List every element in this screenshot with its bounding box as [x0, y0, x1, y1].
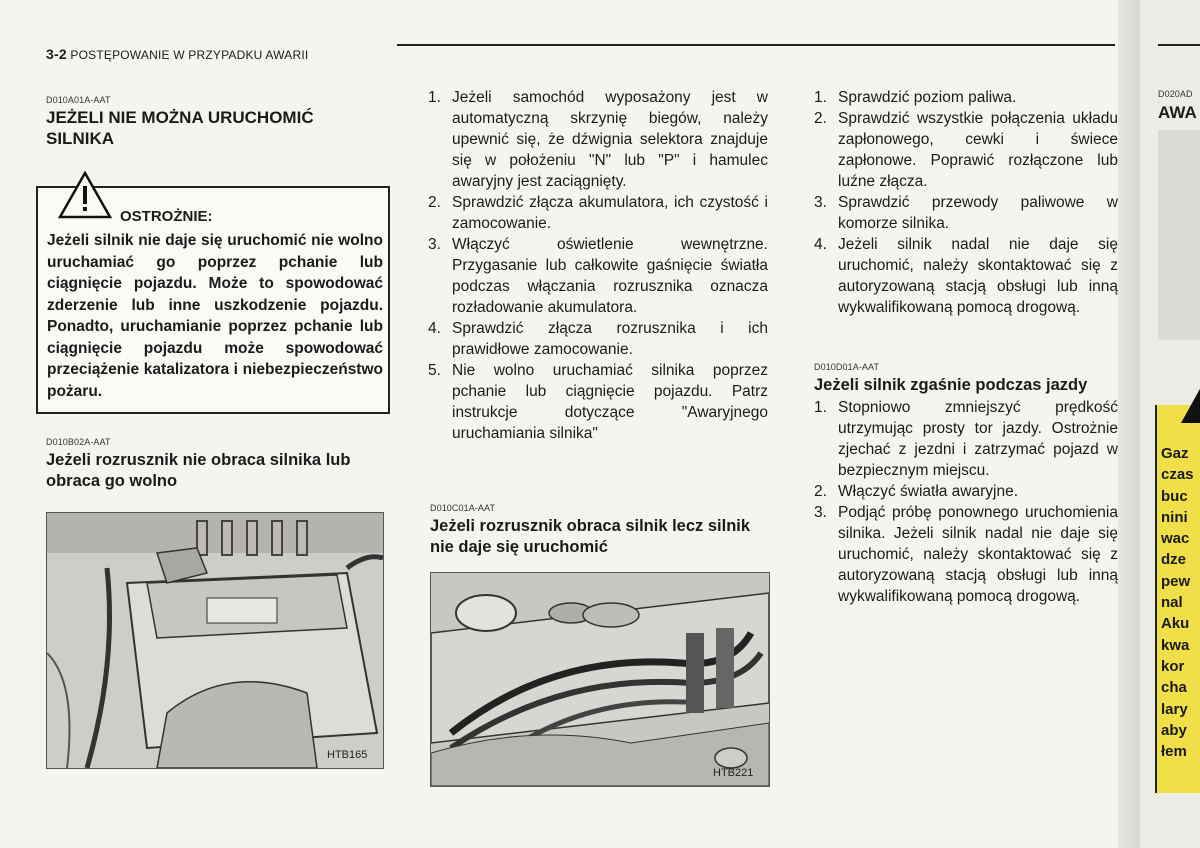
stall-section — [814, 362, 1118, 607]
list-item: 3. Włączyć oświetlenie wewnętrzne. Przygasanie lub całkowite gaśnięcie światła podczas włączania rozrusznika oznacza rozładowanie akumulatora. — [428, 236, 768, 316]
photo-caption: HTB165 — [327, 749, 368, 761]
left-column-top — [46, 95, 376, 149]
start-failure-list — [428, 87, 768, 444]
page-header — [46, 46, 308, 62]
list-item: 3. Podjąć próbę ponownego uruchomienia silnika. Jeżeli silnik nadal nie daje się uruchomić, należy skontaktować się z autoryzowaną stacją obsługi lub inną wykwalifikowaną pomocą drogową. — [814, 504, 1118, 605]
next-page-rule — [1158, 44, 1200, 46]
battery-photo — [46, 512, 384, 769]
section-code: D010A01A-AAT — [46, 95, 111, 105]
subsection-heading: Jeżeli rozrusznik obraca silnik lecz silnik nie daje się uruchomić — [430, 517, 751, 556]
engine-photo — [430, 572, 770, 787]
subsection-heading: Jeżeli rozrusznik nie obraca silnika lub obraca go wolno — [46, 451, 351, 490]
next-page-image — [1158, 130, 1200, 340]
list-item: 3. Sprawdzić przewody paliwowe w komorze silnika. — [814, 194, 1118, 232]
warning-text: Jeżeli silnik nie daje się uruchomić nie wolno uruchamiać go poprzez pchanie lub ciągnięcie pojazdu. Może to spowodować zderzenie lub inne uszkodzenie pojazdu. Ponadto, uruchamianie poprzez pchanie lub ciągnięcie pojazdu może spowodować przeciążenie katalizatora i niebezpieczeństwo pożaru. — [47, 232, 383, 400]
middle-subsection — [430, 503, 770, 558]
list-item: 2. Włączyć światła awaryjne. — [814, 483, 1019, 500]
engine-illustration — [431, 573, 769, 786]
list-item: 1. Stopniowo zmniejszyć prędkość utrzymując prosty tor jazdy. Ostrożnie zjechać z jezdni i zatrzymać pojazd w bezpiecznym miejscu. — [814, 399, 1118, 479]
next-page-code: D020AD — [1158, 89, 1193, 99]
next-page-fragments: Gaz czas buc nini wac dze pew nal Aku kwa kor cha lary aby łem — [1161, 445, 1194, 761]
middle-column — [428, 87, 768, 444]
warning-box — [36, 186, 390, 414]
next-page-edge — [1140, 0, 1200, 848]
left-column-sub — [46, 437, 376, 492]
section-heading: JEŻELI NIE MOŻNA URUCHOMIĆ SILNIKA — [46, 108, 314, 148]
warning-label: OSTROŻNIE: — [120, 208, 213, 225]
warning-triangle-icon — [58, 171, 112, 219]
section-title: POSTĘPOWANIE W PRZYPADKU AWARII — [70, 48, 309, 62]
list-item: 1. Jeżeli samochód wyposażony jest w automatyczną skrzynię biegów, należy upewnić się, że dźwignia selektora znajduje się w położeniu "N" lub "P" i hamulec awaryjny jest zaciągnięty. — [428, 89, 768, 190]
page-fold — [1118, 0, 1140, 848]
list-item: 2. Sprawdzić wszystkie połączenia układu zapłonowego, cewki i świece zapłonowe. Poprawić rozłączone lub luźne złącza. — [814, 110, 1118, 190]
right-column — [814, 87, 1118, 318]
list-item: 5. Nie wolno uruchamiać silnika poprzez pchanie lub ciągnięcie pojazdu. Patrz instrukcje dotyczące "Awaryjnego uruchamiania silnika" — [428, 362, 768, 442]
list-item: 4. Jeżeli silnik nadal nie daje się uruchomić, należy skontaktować się z autoryzowaną stacją obsługi lub inną wykwalifikowaną pomocą drogową. — [814, 236, 1118, 316]
subsection-code: D010C01A-AAT — [430, 503, 496, 513]
warning-triangle-icon — [1177, 385, 1200, 425]
next-page-warning-box — [1155, 405, 1200, 793]
subsection-code: D010D01A-AAT — [814, 362, 880, 372]
stall-list — [814, 397, 1118, 607]
check-list — [814, 87, 1118, 318]
list-item: 1. Sprawdzić poziom paliwa. — [814, 89, 1017, 106]
list-item: 2. Sprawdzić złącza akumulatora, ich czystość i zamocowanie. — [428, 194, 768, 232]
subsection-heading: Jeżeli silnik zgaśnie podczas jazdy — [814, 376, 1088, 394]
photo-caption: HTB221 — [713, 767, 754, 779]
battery-illustration — [47, 513, 383, 768]
subsection-code: D010B02A-AAT — [46, 437, 111, 447]
next-page-title: AWA — [1158, 103, 1197, 122]
list-item: 4. Sprawdzić złącza rozrusznika i ich prawidłowe zamocowanie. — [428, 320, 768, 358]
header-rule — [397, 44, 1115, 46]
page-number: 3-2 — [46, 46, 67, 62]
